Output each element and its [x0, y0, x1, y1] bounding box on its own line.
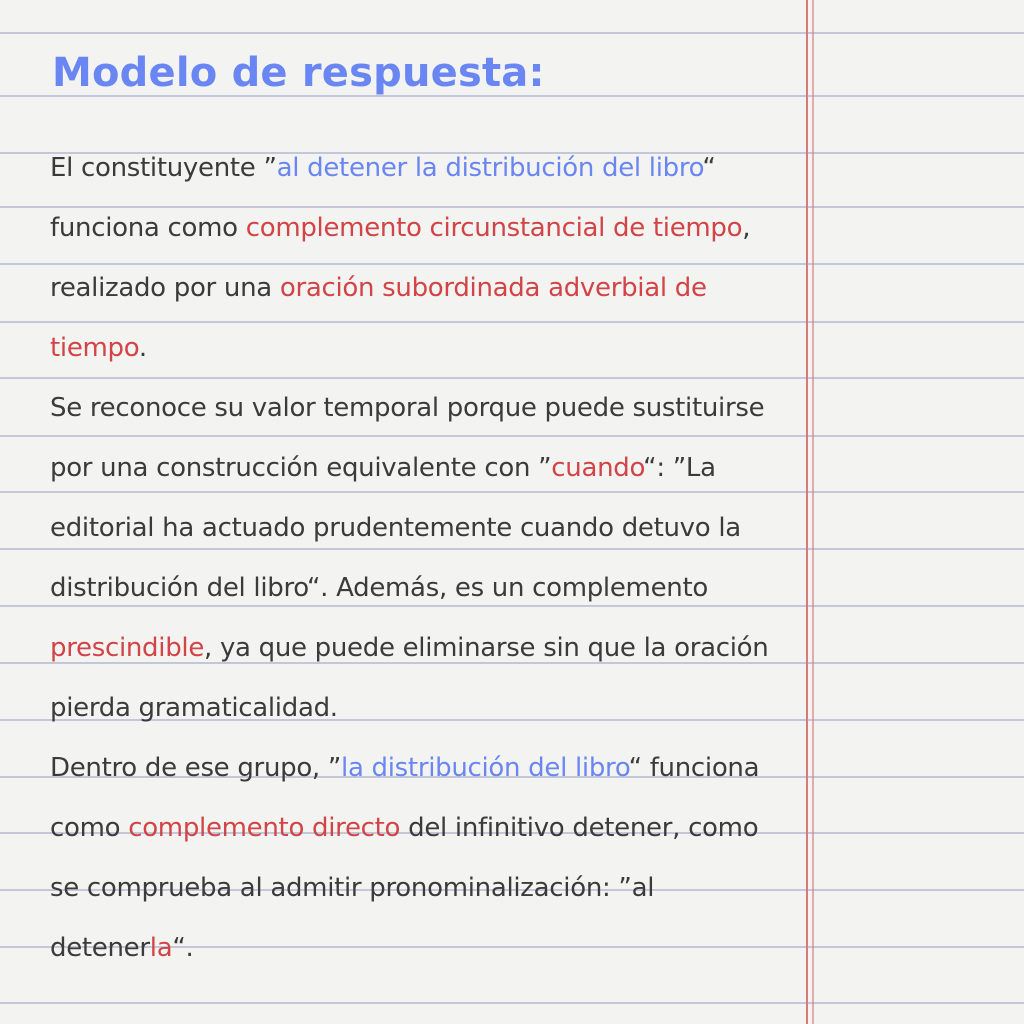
text-line: [50, 811, 758, 845]
text-segment: detener: [50, 933, 150, 963]
text-line: [50, 211, 750, 245]
text-segment: “: ”La: [643, 453, 716, 483]
text-line: [50, 571, 708, 605]
ruled-line: [0, 491, 1024, 493]
text-segment: Dentro de ese grupo, ”: [50, 753, 342, 783]
highlighted-term: al detener la distribución del libro: [276, 153, 703, 183]
ruled-line: [0, 435, 1024, 437]
highlighted-term: la distribución del libro: [341, 753, 629, 783]
text-line: [50, 331, 147, 365]
text-line: [50, 451, 716, 485]
ruled-line: [0, 32, 1024, 34]
text-segment: se comprueba al admitir pronominalización: ”al: [50, 873, 655, 903]
highlighted-term: complemento circunstancial de tiempo: [245, 213, 743, 243]
text-segment: “: [702, 153, 716, 183]
text-segment: , ya que puede eliminarse sin que la oración: [204, 633, 769, 663]
text-line: [50, 631, 768, 665]
margin-line-secondary: [812, 0, 814, 1024]
text-segment: editorial ha actuado prudentemente cuando detuvo la: [50, 513, 741, 543]
ruled-line: [0, 1002, 1024, 1004]
ruled-line: [0, 263, 1024, 265]
highlighted-term: complemento directo: [128, 813, 401, 843]
ruled-line: [0, 605, 1024, 607]
text-segment: ,: [742, 213, 751, 243]
text-segment: “ funciona: [628, 753, 760, 783]
text-segment: del infinitivo detener, como: [400, 813, 759, 843]
text-segment: funciona como: [50, 213, 246, 243]
text-segment: pierda gramaticalidad.: [50, 693, 338, 723]
text-segment: realizado por una: [50, 273, 280, 303]
highlighted-term: oración subordinada adverbial de: [279, 273, 707, 303]
ruled-line: [0, 548, 1024, 550]
text-segment: distribución del libro“. Además, es un complemento: [50, 573, 708, 603]
text-line: [50, 511, 741, 545]
highlighted-term: tiempo: [50, 333, 139, 363]
text-segment: por una construcción equivalente con ”: [50, 453, 552, 483]
text-line: [50, 271, 707, 305]
highlighted-term: cuando: [551, 453, 644, 483]
text-line: [50, 871, 654, 905]
text-line: [50, 691, 338, 725]
text-segment: “.: [172, 933, 194, 963]
ruled-line: [0, 377, 1024, 379]
ruled-line: [0, 206, 1024, 208]
text-line: [50, 931, 193, 965]
text-segment: .: [138, 333, 147, 363]
text-segment: como: [50, 813, 129, 843]
text-line: [50, 151, 716, 185]
text-line: [50, 751, 759, 785]
highlighted-term: prescindible: [50, 633, 205, 663]
text-segment: Se reconoce su valor temporal porque puede sustituirse: [50, 393, 765, 423]
highlighted-term: la: [149, 933, 173, 963]
margin-line: [806, 0, 808, 1024]
page-title: Modelo de respuesta:: [52, 50, 545, 96]
ruled-line: [0, 321, 1024, 323]
text-segment: El constituyente ”: [50, 153, 277, 183]
text-line: [50, 391, 764, 425]
